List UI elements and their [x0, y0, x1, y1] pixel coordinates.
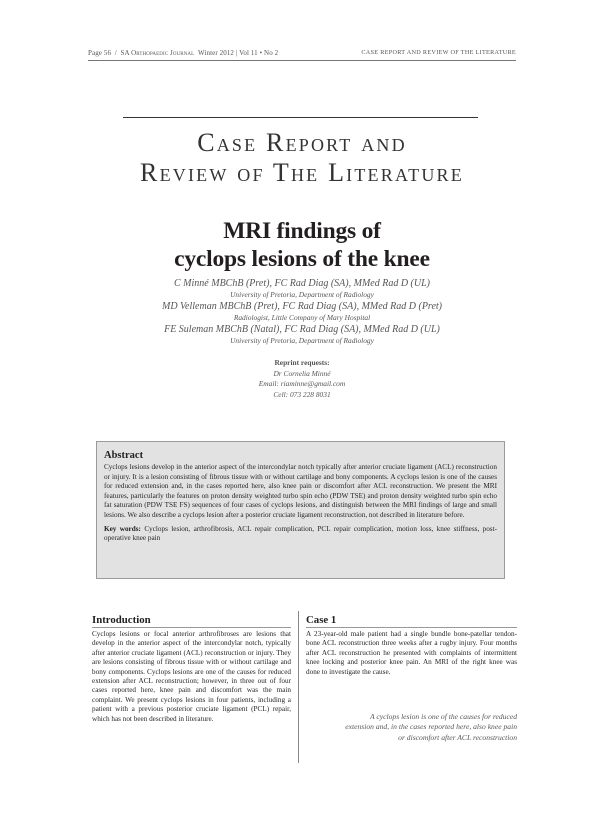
- introduction-body: Cyclops lesions or focal anterior arthrofibroses are lesions that develop in the anterior aspect of the intercondylar notch, typically after anterior cruciate ligament (ACL) reconstruction or injury. They are lesions consisting of fibrous tissue with or without cartilage and bony components. Cyclops lesions are one of the causes for reduced extension after ACL reconstruction; however, in three out of four cases reported here, knee pain and discomfort was the main complaint. We present cyclops lesions in four patients, including a patient with a previous posterior cruciate ligament (PCL) repair, which has not been described in literature.: [92, 630, 291, 723]
- article-title-line-1: MRI findings of: [223, 218, 381, 244]
- abstract-body: Cyclops lesions develop in the anterior aspect of the intercondylar notch typically after anterior cruciate ligament (ACL) reconstruction or injury. It is a lesion consisting of fibrous tissue with or without cartilage and bony components. A cyclops lesion is one of the causes for reduced extension and, in the cases reported here, also knee pain or discomfort after ACL reconstruction. We present the MRI features, particularly the features on proton density weighted turbo spin echo (PDW TSE) and proton density weighted turbo spin echo fat saturation (PDW TSE FS) sequences of four cases of cyclops lesions, and distinguish between the MRI findings of large and small lesions. We also describe a cyclops lesion after a posterior cruciate ligament reconstruction, not described in literature before.: [104, 463, 497, 519]
- section-title: [88, 128, 516, 188]
- abstract-heading: Abstract: [104, 450, 144, 461]
- article-title: [88, 217, 516, 273]
- reprint-requests: [88, 358, 516, 400]
- introduction-heading: Introduction: [92, 614, 291, 628]
- reprint-cell: Cell: 073 228 8031: [273, 389, 331, 399]
- header-separator: /: [114, 49, 117, 57]
- case-1-body: A 23-year-old male patient had a single bundle bone-patellar tendon-bone ACL reconstruction three weeks after a rugby injury. Four months after ACL reconstruction he presented with complaints of intermittent knee locking and posterior knee pain. An MRI of the right knee was done to investigate the cause.: [306, 630, 517, 676]
- reprint-contact: Dr Cornelia Minné: [273, 368, 331, 378]
- pull-quote: [311, 712, 517, 743]
- author-affiliation: University of Pretoria, Department of Radiology: [230, 336, 374, 345]
- keywords-label: Key words:: [104, 524, 141, 533]
- column-divider: [298, 611, 299, 763]
- section-title-line-1: Case Report and: [197, 128, 407, 157]
- author-affiliation: University of Pretoria, Department of Radiology: [230, 290, 374, 299]
- reprint-email[interactable]: Email: riaminne@gmail.com: [258, 379, 346, 388]
- reprint-heading: Reprint requests:: [274, 358, 330, 367]
- running-head-section: CASE REPORT AND REVIEW OF THE LITERATURE: [361, 49, 516, 56]
- keywords-text: Cyclops lesion, arthrofibrosis, ACL repair complication, PCL repair complication, motion loss, knee stiffness, post-operative knee pain: [104, 524, 497, 543]
- author-name: C Minné MBChB (Pret), FC Rad Diag (SA), MMed Rad D (UL): [174, 278, 430, 289]
- pull-quote-line-3: or discomfort after ACL reconstruction: [398, 732, 517, 742]
- abstract-keywords: [104, 525, 497, 544]
- author-list: [88, 278, 516, 347]
- author-name: MD Velleman MBChB (Pret), FC Rad Diag (SA), MMed Rad D (Pret): [161, 301, 443, 312]
- case-1-column: [306, 614, 517, 677]
- section-rule: [123, 117, 478, 118]
- author-affiliation: Radiologist, Little Company of Mary Hospital: [233, 313, 371, 322]
- case-1-heading: Case 1: [306, 614, 517, 628]
- author-name: FE Suleman MBChB (Natal), FC Rad Diag (SA), MMed Rad D (UL): [164, 324, 440, 335]
- page-number: Page 56: [88, 49, 112, 57]
- article-title-line-2: cyclops lesions of the knee: [174, 246, 430, 272]
- header-rule: [88, 60, 516, 61]
- pull-quote-line-1: A cyclops lesion is one of the causes for reduced: [370, 712, 517, 721]
- abstract-box: [96, 441, 505, 579]
- introduction-column: [92, 614, 291, 724]
- running-head-left: [88, 49, 278, 57]
- pull-quote-line-2: extension and, in the cases reported here, also knee pain: [345, 722, 517, 732]
- journal-name: SA Orthopaedic Journal: [120, 49, 195, 57]
- issue-info: Winter 2012 | Vol 11 • No 2: [198, 49, 279, 57]
- section-title-line-2: Review of The Literature: [140, 158, 464, 187]
